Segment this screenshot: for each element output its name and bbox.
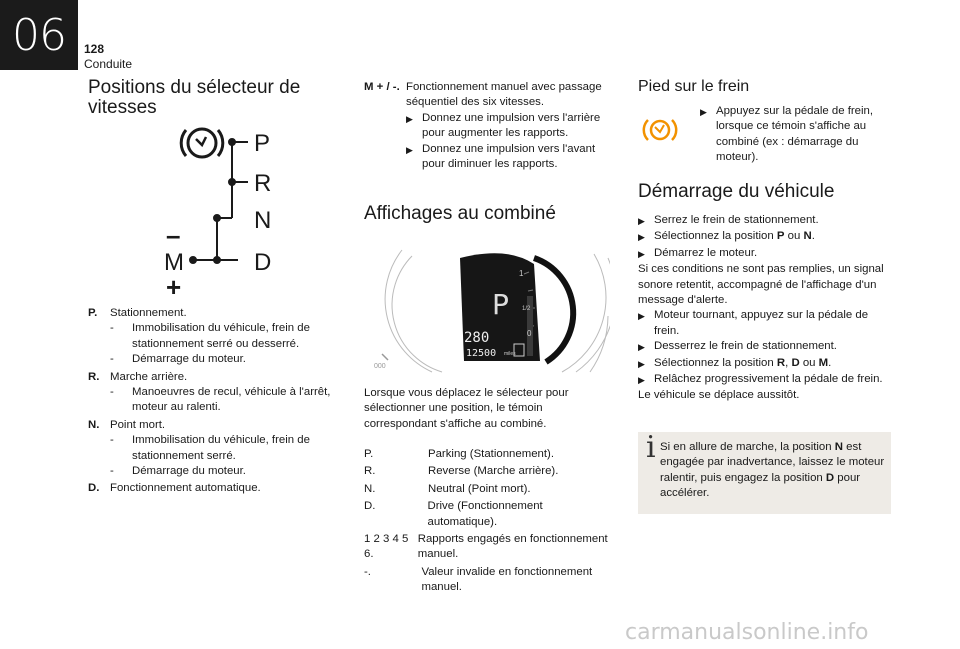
position-p — [88, 306, 333, 368]
gear-label-plus: + — [166, 272, 182, 298]
bullet-marker: ▶ — [406, 144, 413, 155]
position-r — [88, 370, 333, 416]
def-text: Valeur invalide en fonctionnement manuel. — [421, 565, 593, 594]
sub-text: Manoeuvres de recul, véhicule à l'arrêt, moteur au ralenti. — [132, 386, 331, 414]
def-key: P. — [364, 448, 374, 460]
def-text: Stationnement. — [110, 307, 187, 319]
bullet-marker: ▶ — [700, 107, 707, 117]
odometer-readout: 12500 — [466, 348, 497, 359]
chapter-tab: 06 — [0, 0, 78, 70]
speed-readout: 280 — [464, 330, 490, 346]
gear-selector-diagram — [160, 118, 300, 298]
def-key: N. — [364, 482, 376, 495]
bullet-text: Démarrez le moteur. — [654, 246, 758, 259]
starting-instructions — [638, 213, 888, 404]
def-key: 1 2 3 4 5 6. — [364, 533, 409, 561]
sub-marker: - — [110, 386, 114, 399]
odometer-unit: miles — [504, 351, 516, 357]
gear-label-m: M — [164, 249, 184, 276]
plain-text: Si ces conditions ne sont pas remplies, un signal sonore retentit, accompagné de l'affichage d'un message d'alerte. — [638, 263, 884, 307]
bullet-text: Donnez une impulsion vers l'avant pour diminuer les rapports. — [422, 142, 596, 171]
def-text: Neutral (Point mort). — [428, 482, 531, 495]
gauge-arc — [534, 258, 573, 362]
sub-text: Immobilisation du véhicule, frein de stationnement serré ou desserré. — [132, 322, 310, 350]
sub-text: Démarrage du moteur. — [132, 353, 246, 366]
def-key: R. — [88, 370, 100, 383]
sub-text: Démarrage du moteur. — [132, 465, 246, 478]
plain-text: Le véhicule se déplace aussitôt. — [638, 389, 800, 402]
bullet-text: Donnez une impulsion vers l'arrière pour augmenter les rapports. — [422, 111, 601, 140]
bullet-marker: ▶ — [638, 311, 645, 322]
gear-positions-list — [88, 306, 333, 497]
instrument-cluster-illustration — [362, 236, 610, 376]
parking-brake-icon — [181, 129, 223, 157]
def-text: Rapports engagés en fonctionnement manuel. — [417, 533, 608, 561]
info-note-text: Si en allure de marche, la position N est engagée par inadvertance, laissez le moteur ralentir, puis engagez la position D pour accélérer. — [660, 441, 885, 500]
def-text: Marche arrière. — [110, 370, 188, 383]
cluster-description: Lorsque vous déplacez le sélecteur pour sélectionner une position, le témoin correspondant s'affiche au combiné. — [364, 387, 569, 430]
sub-marker: - — [110, 322, 114, 335]
gear-label-n: N — [254, 207, 272, 234]
info-icon: i — [646, 430, 656, 465]
sub-text: Immobilisation du véhicule, frein de stationnement serré. — [132, 434, 310, 462]
sub-marker: - — [110, 434, 114, 447]
def-text: Drive (Fonctionnement automatique). — [427, 500, 543, 528]
cluster-definitions — [364, 447, 614, 598]
brake-pedal-text — [700, 104, 890, 166]
position-d — [88, 481, 333, 496]
section-title-cluster: Affichages au combiné — [364, 203, 556, 224]
bullet-text: Sélectionnez la position P ou N. — [654, 230, 815, 243]
watermark: carmanualsonline.info — [625, 620, 869, 645]
gear-indicator: P — [492, 288, 509, 321]
bullet-text: Serrez le frein de stationnement. — [654, 214, 819, 226]
bullet-text: Desserrez le frein de stationnement. — [654, 340, 837, 353]
bullet-marker: ▶ — [638, 216, 645, 226]
position-n — [88, 418, 333, 480]
bullet-marker: ▶ — [638, 342, 645, 353]
bullet-marker: ▶ — [406, 113, 413, 124]
def-key: M + / -. — [364, 81, 400, 93]
bullet-text: Appuyez sur la pédale de frein, lorsque ce témoin s'affiche au combiné (ex : démarrage du moteur). — [716, 105, 874, 164]
fuel-mark-empty: 0 — [527, 329, 532, 338]
bullet-marker: ▶ — [638, 232, 645, 243]
def-key: R. — [364, 465, 376, 478]
def-text: Fonctionnement manuel avec passage séquentiel des six vitesses. — [406, 81, 602, 109]
gear-label-minus: – — [166, 220, 181, 250]
sub-dial-readout: 000 — [374, 363, 386, 370]
bullet-text: Relâchez progressivement la pédale de frein. — [654, 373, 883, 386]
section-title-brake-pedal: Pied sur le frein — [638, 78, 750, 95]
sub-marker: - — [110, 353, 114, 366]
def-key: D. — [88, 482, 100, 495]
info-note-box — [638, 432, 891, 514]
section-title-starting: Démarrage du véhicule — [638, 181, 835, 202]
gear-label-p: P — [254, 130, 271, 157]
chapter-name: Conduite — [84, 57, 133, 71]
def-text: Point mort. — [110, 418, 166, 431]
def-text: Fonctionnement automatique. — [110, 482, 261, 495]
bullet-text: Moteur tournant, appuyez sur la pédale de frein. — [654, 309, 869, 337]
section-title-gear-positions: Positions du sélecteur de vitesses — [88, 77, 301, 118]
bullet-marker: ▶ — [638, 248, 645, 259]
def-key: P. — [88, 307, 98, 319]
fuel-mark-full: 1 — [519, 269, 524, 278]
def-text: Reverse (Marche arrière). — [428, 465, 559, 478]
def-key: N. — [88, 418, 100, 431]
gauge-fill — [527, 296, 533, 356]
manual-mode-text — [364, 80, 614, 172]
foot-on-brake-warning-icon — [640, 115, 680, 145]
def-key: D. — [364, 500, 376, 513]
bullet-marker: ▶ — [638, 375, 645, 386]
sub-marker: - — [110, 465, 114, 478]
bullet-marker: ▶ — [638, 358, 645, 369]
gear-label-d: D — [254, 249, 272, 276]
def-text: Parking (Stationnement). — [428, 448, 554, 460]
fuel-mark-half: 1/2 — [522, 306, 531, 312]
gear-label-r: R — [254, 170, 272, 197]
def-key: -. — [364, 565, 371, 578]
bullet-text: Sélectionnez la position R, D ou M. — [654, 356, 832, 369]
page-number: 128 — [84, 42, 105, 56]
